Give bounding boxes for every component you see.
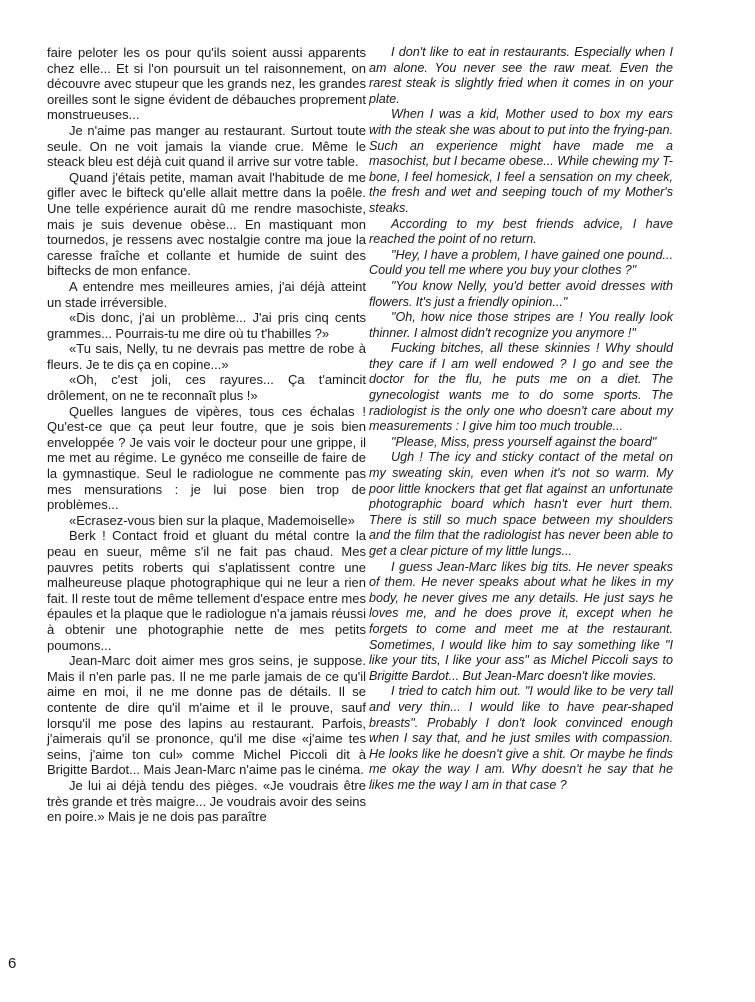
- paragraph: When I was a kid, Mother used to box my ears with the steak she was about to put into the frying-pan. Such an experience might have made me a masochist, but I became obese... While chewing my T-bone, I feel homesick, I feel a sensation on my cheek, the fresh and wet and seeping touch of my Mother's steaks.: [369, 107, 673, 215]
- paragraph: «Oh, c'est joli, ces rayures... Ça t'amincit drôlement, on ne te reconnaît plus !»: [47, 372, 366, 404]
- paragraph: Jean-Marc doit aimer mes gros seins, je suppose. Mais il n'en parle pas. Il ne me parle jamais de ce qu'il aime en moi, il ne me donne pas de détails. Il se contente de dire qu'il m'aime et il le prouve, sauf lorsqu'il me pose des lapins au restaurant. Parfois, j'aimerais qu'il se prononce, qu'il me dise «j'aime tes seins, j'aime ton cul» comme Michel Piccoli dit à Brigitte Bardot... Mais Jean-Marc n'aime pas le cinéma.: [47, 653, 366, 778]
- paragraph: "Hey, I have a problem, I have gained one pound... Could you tell me where you buy your clothes ?": [369, 247, 673, 278]
- paragraph: I tried to catch him out. "I would like to be very tall and very thin... I would like to have pear-shaped breasts". Probably I don't look convinced enough when I say that, and he just smiles with compassion. He looks like he doesn't give a shit. Or maybe he finds me okay the way I am. Why doesn't he say that he likes me the way I am in that case ?: [369, 684, 673, 792]
- english-text-column: [369, 45, 673, 794]
- paragraph: "Please, Miss, press yourself against the board": [391, 434, 657, 449]
- paragraph: «Dis donc, j'ai un problème... J'ai pris cinq cents grammes... Pourrais-tu me dire où tu t'habilles ?»: [47, 310, 366, 341]
- paragraph: I guess Jean-Marc likes big tits. He never speaks of them. He never speaks about what he likes in my body, he never gives me any details. He just says he loves me, and he does prove it, except when he forgets to come and meet me at the restaurant. Sometimes, I would like him to say something like "I like your tits, I like your ass" as Michel Piccoli says to Brigitte Bardot... But Jean-Marc doesn't like movies.: [369, 559, 673, 683]
- paragraph: Quand j'étais petite, maman avait l'habitude de me gifler avec le bifteck qu'elle allait mettre dans la poêle. Une telle expérience aurait dû me rendre masochiste, mais je suis devenue obèse... En mastiquant mon tournedos, je ressens avec nostalgie contre ma joue la caresse fraîche et collante et humide de suint des biftecks de mon enfance.: [47, 169, 366, 279]
- paragraph: «Ecrasez-vous bien sur la plaque, Mademoiselle»: [69, 512, 355, 528]
- paragraph: According to my best friends advice, I have reached the point of no return.: [369, 216, 673, 247]
- paragraph: A entendre mes meilleures amies, j'ai déjà atteint un stade irréversible.: [47, 278, 366, 310]
- paragraph: "You know Nelly, you'd better avoid dresses with flowers. It's just a friendly opinion...": [369, 278, 673, 309]
- paragraph: Ugh ! The icy and sticky contact of the metal on my sweating skin, even when it's not so warm. My poor little knockers that get flat against an unfortunate photographic board which hasn't ever hurt them. There is still so much space between my shoulders and the film that the radiologist has never been able to get a clear picture of my little lungs...: [369, 450, 673, 558]
- paragraph: I don't like to eat in restaurants. Especially when I am alone. You never see the raw meat. Even the rarest steak is slightly fried when it comes in on your plate.: [369, 45, 673, 106]
- paragraph: Je lui ai déjà tendu des pièges. «Je voudrais être très grande et très maigre... Je voudrais avoir des seins en poire.» Mais je ne dois pas paraître: [47, 777, 366, 825]
- paragraph: Quelles langues de vipères, tous ces échalas ! Qu'est-ce que ça peut leur foutre, que je sois bien enveloppée ? Je vais voir le docteur pour une grippe, il me met au régime. Le gynéco me conseille de faire de la gymnastique. Seul le radiologue ne commente pas mes mensurations : je lui pose bien trop de problèmes...: [47, 403, 366, 513]
- paragraph: faire peloter les os pour qu'ils soient aussi apparents chez elle... Et si l'on poursuit un tel raisonnement, on découvre avec stupeur que les grands nez, les grandes oreilles sont le signe évident de débauches proprement monstrueuses...: [47, 45, 366, 123]
- french-text-column: [47, 45, 366, 825]
- paragraph: Berk ! Contact froid et gluant du métal contre la peau en sueur, même s'il ne fait pas chaud. Mes pauvres petits roberts qui s'aplatissent contre une malheureuse plaque photographique qui ne leur a rien fait. Il reste tout de même tellement d'espace entre mes épaules et la plaque que le radiologue n'a jamais réussi à obtenir une photographie nette de mes petits poumons...: [47, 528, 366, 653]
- paragraph: «Tu sais, Nelly, tu ne devrais pas mettre de robe à fleurs. Je te dis ça en copine...»: [47, 341, 366, 372]
- paragraph: "Oh, how nice those stripes are ! You really look thinner. I almost didn't recognize you anymore !": [369, 310, 673, 340]
- paragraph: Fucking bitches, all these skinnies ! Why should they care if I am well endowed ? I go and see the doctor for the flu, he puts me on a diet. The gynecologist wants me to do some sports. The radiologist is the only one who doesn't care about my measurements : I give him too much trouble...: [369, 341, 673, 434]
- page-number: 6: [8, 955, 17, 972]
- paragraph: Je n'aime pas manger au restaurant. Surtout toute seule. On ne voit jamais la viande crue. Même le steack bleu est déjà cuit quand il arrive sur votre table.: [47, 122, 366, 170]
